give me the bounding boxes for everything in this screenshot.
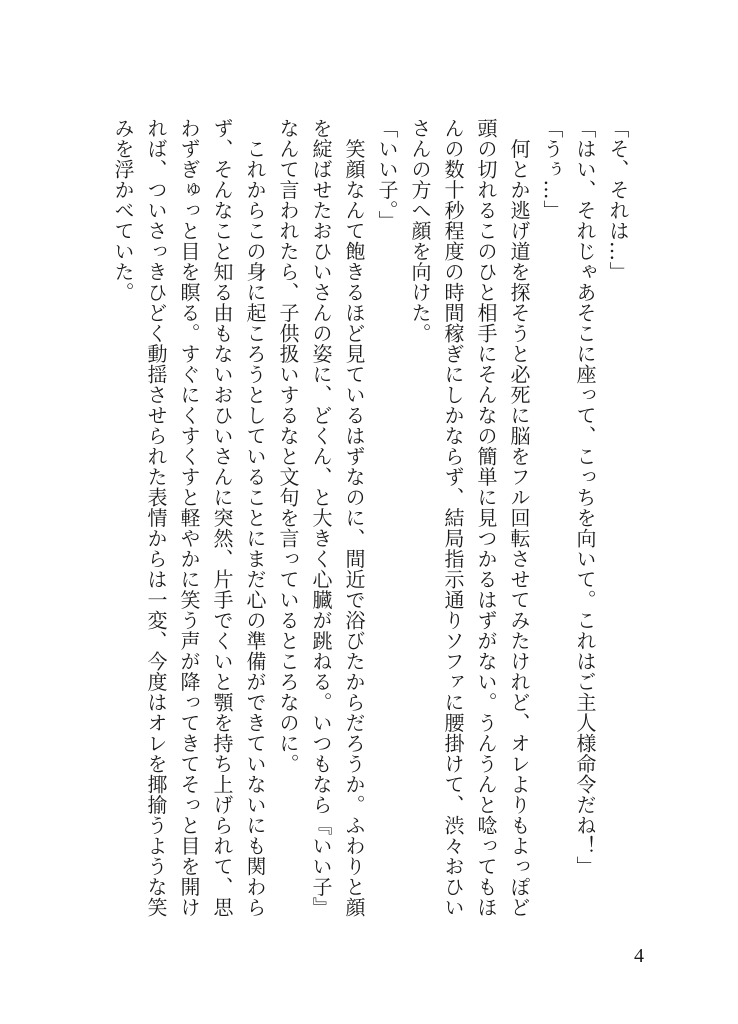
text-line: みを浮かべていた。 — [111, 118, 135, 303]
text-line: 何とか逃げ道を探そうと必死に脳をフル回転させてみたけれど、オレよりもよっぽど — [507, 118, 531, 918]
text-line: んの数十秒程度の時間稼ぎにしかならず、結局指示通りソファに腰掛けて、渋々おひい — [441, 118, 465, 918]
text-line: ず、そんなこと知る由もないおひいさんに突然、片手でくいと顎を持ち上げられて、思 — [210, 118, 234, 918]
vertical-text-body — [106, 118, 634, 938]
text-line: さんの方へ顔を向けた。 — [408, 118, 432, 344]
text-line: わずぎゅっと目を瞑る。すぐにくすくすと軽やかに笑う声が降ってきてそっと目を開け — [177, 118, 201, 918]
text-line: れば、ついさっきひどく動揺させられた表情からは一変、今度はオレを揶揄うような笑 — [144, 118, 168, 918]
text-line: 頭の切れるこのひと相手にそんなの簡単に見つかるはずがない。うんうんと唸ってもほ — [474, 118, 498, 918]
text-line: 「いい子。」 — [375, 118, 399, 231]
page-number: 4 — [634, 945, 644, 967]
text-line: なんて言われたら、子供扱いするなと文句を言っているところなのに。 — [276, 118, 300, 774]
text-line: 「はい、それじゃあそこに座って、こっちを向いて。これはご主人様命令だね！」 — [573, 118, 597, 877]
text-line: 「そ、それは…」 — [606, 118, 630, 282]
text-line: これからこの身に起ころうとしていることにまだ心の準備ができていないにも関わら — [243, 118, 267, 918]
text-line: を綻ばせたおひいさんの姿に、どくん、と大きく心臓が跳ねる。いつもなら『いい子』 — [309, 118, 333, 918]
text-line: 「うぅ…」 — [540, 118, 564, 221]
text-line: 笑顔なんて飽きるほど見ているはずなのに、間近で浴びたからだろうか。ふわりと顔 — [342, 118, 366, 918]
